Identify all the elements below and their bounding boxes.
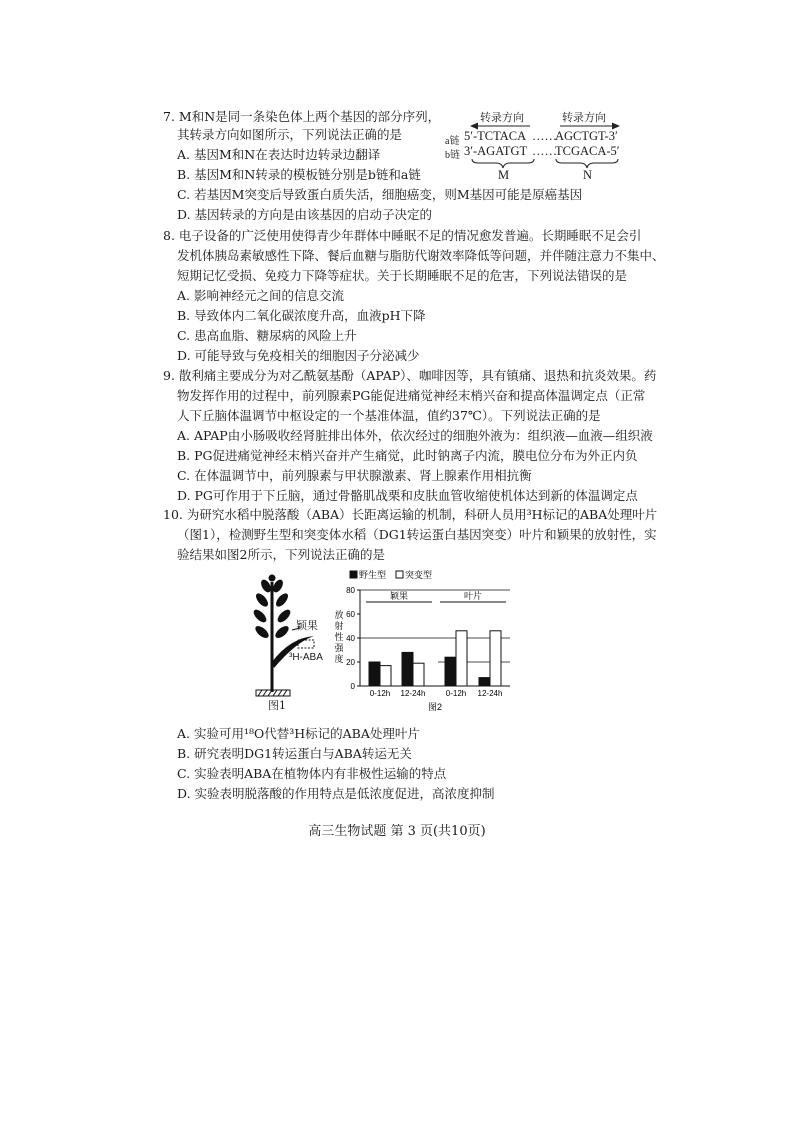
legend-label-mutant: 突变型 [405,570,433,580]
q9-stem-line1: 9. 散利痛主要成分为对乙酰氨基酚（APAP）、咖啡因等，具有镇痛、退热和抗炎效果。药 [163,368,657,383]
q9-option-c: C. 在体温调节中，前列腺素与甲状腺激素、肾上腺素作用相抗衡 [177,468,532,483]
legend-label-wild: 野生型 [359,570,387,580]
q7-dir-left-label: 转录方向 [480,111,524,124]
q8-option-a: A. 影响神经元之间的信息交流 [177,288,344,303]
q8-option-d: D. 可能导致与免疫相关的细胞因子分泌减少 [177,348,420,363]
bar-wild [479,678,490,686]
q7-gene-n-label: N [583,168,593,182]
q9-option-b: B. PG促进痛觉神经末梢兴奋并产生痛觉，此时钠离子内流，膜电位分布为外正内负 [177,448,638,463]
q7-option-a: A. 基因M和N在表达时边转录边翻译 [177,147,381,162]
q7-dir-right-label: 转录方向 [562,111,606,124]
q8-stem-line2: 发机体胰岛素敏感性下降、餐后血糖与脂肪代谢效率降低等问题，并伴随注意力不集中、 [177,248,665,263]
bar-wild [369,662,380,686]
q10-stem-line2: （图1），检测野生型和突变体水稻（DG1转运蛋白基因突变）叶片和颖果的放射性，实 [177,527,657,542]
y-tick-label: 60 [346,610,355,619]
y-tick-label: 80 [346,586,355,595]
q7-gene-braces [470,158,620,170]
y-axis-label-char: 强 [334,643,344,653]
figure1-caption: 图1 [268,699,286,712]
q8-stem-line1: 8. 电子设备的广泛使用使得青少年群体中睡眠不足的情况愈发普遍。长期睡眠不足会引 [163,228,642,243]
x-tick-label: 0-12h [369,689,391,698]
q7-option-c: C. 若基因M突变后导致蛋白质失活，细胞癌变，则M基因可能是原癌基因 [177,187,583,202]
x-tick-label: 12-24h [477,689,503,698]
figure2-caption: 图2 [427,702,443,712]
group-label: 颖果 [389,591,409,601]
y-tick-label: 40 [346,634,355,643]
q7-a-seq-left: 5′-TCTACA [464,129,527,143]
q10-option-b: B. 研究表明DG1转运蛋白与ABA转运无关 [177,746,412,761]
q10-figure2-chart [330,566,520,719]
bar-mutant [456,631,467,686]
q10-option-a: A. 实验可用¹⁸O代替³H标记的ABA处理叶片 [177,726,420,741]
q9-option-d: D. PG可作用于下丘脑，通过骨骼肌战栗和皮肤血管收缩使机体达到新的体温调定点 [177,488,638,503]
q7-option-b: B. 基因M和N转录的模板链分别是b链和a链 [177,167,421,182]
bar-mutant [490,631,501,686]
y-axis-label-char: 性 [334,632,344,642]
aba-label: ³H-ABA [289,652,323,663]
page-footer: 高三生物试题 第 3 页(共10页) [308,824,486,839]
q9-stem-line2: 物发挥作用的过程中，前列腺素PG能促进痛觉神经末梢兴奋和提高体温调定点（正常 [177,388,646,403]
rice-plant-icon [240,572,340,704]
y-axis-label-char: 度 [334,654,344,664]
q9-stem-line3: 人下丘脑体温调节中枢设定的一个基准体温，值约37℃）。下列说法正确的是 [177,408,601,423]
bar-wild [445,657,456,686]
bar-wild [402,652,413,686]
q7-a-dots: …… [532,129,557,143]
q7-b-seq-left: 3′-AGATGT [464,144,528,158]
q7-b-seq-right: TCGACA-5′ [555,144,620,158]
x-tick-label: 0-12h [445,689,467,698]
q7-gene-m-label: M [498,168,510,182]
legend-swatch-mutant [396,571,403,578]
q7-b-dots: …… [532,144,557,158]
y-tick-label: 20 [346,658,355,667]
legend-swatch-wild [350,571,357,578]
q7-stem-line1: 7. M和N是同一条染色体上两个基因的部分序列， [163,109,441,124]
y-axis-label-char: 放 [334,610,344,620]
q7-option-d: D. 基因转录的方向是由该基因的启动子决定的 [177,207,433,222]
q10-option-d: D. 实验表明脱落酸的作用特点是低浓度促进，高浓度抑制 [177,786,495,801]
y-tick-label: 0 [350,682,355,691]
y-axis-label-char: 射 [334,621,344,631]
bar-mutant [413,663,424,686]
grain-label: 颖果 [296,619,318,632]
q7-a-seq-right: AGCTGT-3′ [555,129,618,143]
q7-stem-line2: 其转录方向如图所示，下列说法正确的是 [177,127,403,142]
q7-a-strand-label: a链 [445,136,460,147]
q8-option-b: B. 导致体内二氧化碳浓度升高，血液pH下降 [177,308,426,323]
q8-option-c: C. 患高血脂、糖尿病的风险上升 [177,328,357,343]
group-label: 叶片 [463,591,483,601]
q10-option-c: C. 实验表明ABA在植物体内有非极性运输的特点 [177,766,447,781]
q7-b-strand-label: b链 [445,150,460,161]
bar-mutant [380,666,391,686]
x-tick-label: 12-24h [400,689,426,698]
q8-stem-line3: 短期记忆受损、免疫力下降等症状。关于长期睡眠不足的危害，下列说法错误的是 [177,268,628,283]
q9-option-a: A. APAP由小肠吸收经肾脏排出体外，依次经过的细胞外液为：组织液—血液—组织液 [177,428,653,443]
q10-stem-line3: 验结果如图2所示，下列说法正确的是 [177,547,385,562]
bar-chart-svg [330,566,520,716]
q10-stem-line1: 10. 为研究水稻中脱落酸（ABA）长距离运输的机制，科研人员用³H标记的ABA处理叶片 [163,507,658,522]
